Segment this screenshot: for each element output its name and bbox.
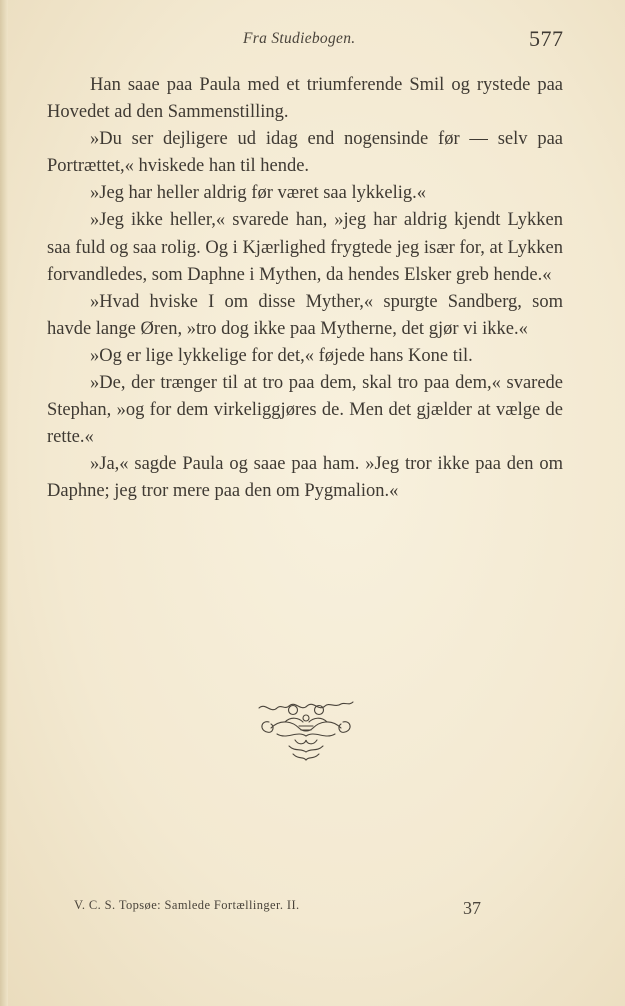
paragraph: »Og er lige lykkelige for det,« føjede hans Kone til. bbox=[90, 345, 473, 366]
paragraph: »Ja,« sagde Paula og saae paa ham. »Jeg tror ikke paa den om Daphne; jeg tror mere paa den om Pygmalion.« bbox=[47, 454, 563, 502]
body-text bbox=[47, 72, 563, 506]
ornament-vignette bbox=[255, 700, 357, 762]
paragraph: »De, der trænger til at tro paa dem, skal tro paa dem,« svarede Stephan, »og for dem virkeliggjøres de. Men det gjælder at vælge de rette.« bbox=[47, 373, 563, 448]
signature-number: 37 bbox=[463, 898, 481, 918]
running-head: Fra Studiebogen. bbox=[243, 30, 356, 47]
page-header bbox=[0, 26, 625, 56]
page-number: 577 bbox=[529, 26, 564, 51]
paragraph: Han saae paa Paula med et triumferende Smil og rystede paa Hovedet ad den Sammenstilling. bbox=[47, 75, 563, 123]
paragraph: »Jeg har heller aldrig før været saa lykkelig.« bbox=[90, 183, 426, 204]
printer-signature: V. C. S. Topsøe: Samlede Fortællinger. II. bbox=[74, 898, 300, 912]
paragraph: »Jeg ikke heller,« svarede han, »jeg har aldrig kjendt Lykken saa fuld og saa rolig. Og i Kjærlighed frygtede jeg især for, at Lykken forvandledes, som Daphne i Mythen, da hendes Elsker greb hende.« bbox=[47, 210, 563, 285]
paragraph: »Du ser dejligere ud idag end nogensinde før — selv paa Portrættet,« hviskede han til hende. bbox=[47, 129, 563, 177]
binding-edge bbox=[0, 0, 8, 1006]
paragraph: »Hvad hviske I om disse Myther,« spurgte Sandberg, som havde lange Øren, »tro dog ikke paa Mytherne, det gjør vi ikke.« bbox=[47, 291, 563, 339]
